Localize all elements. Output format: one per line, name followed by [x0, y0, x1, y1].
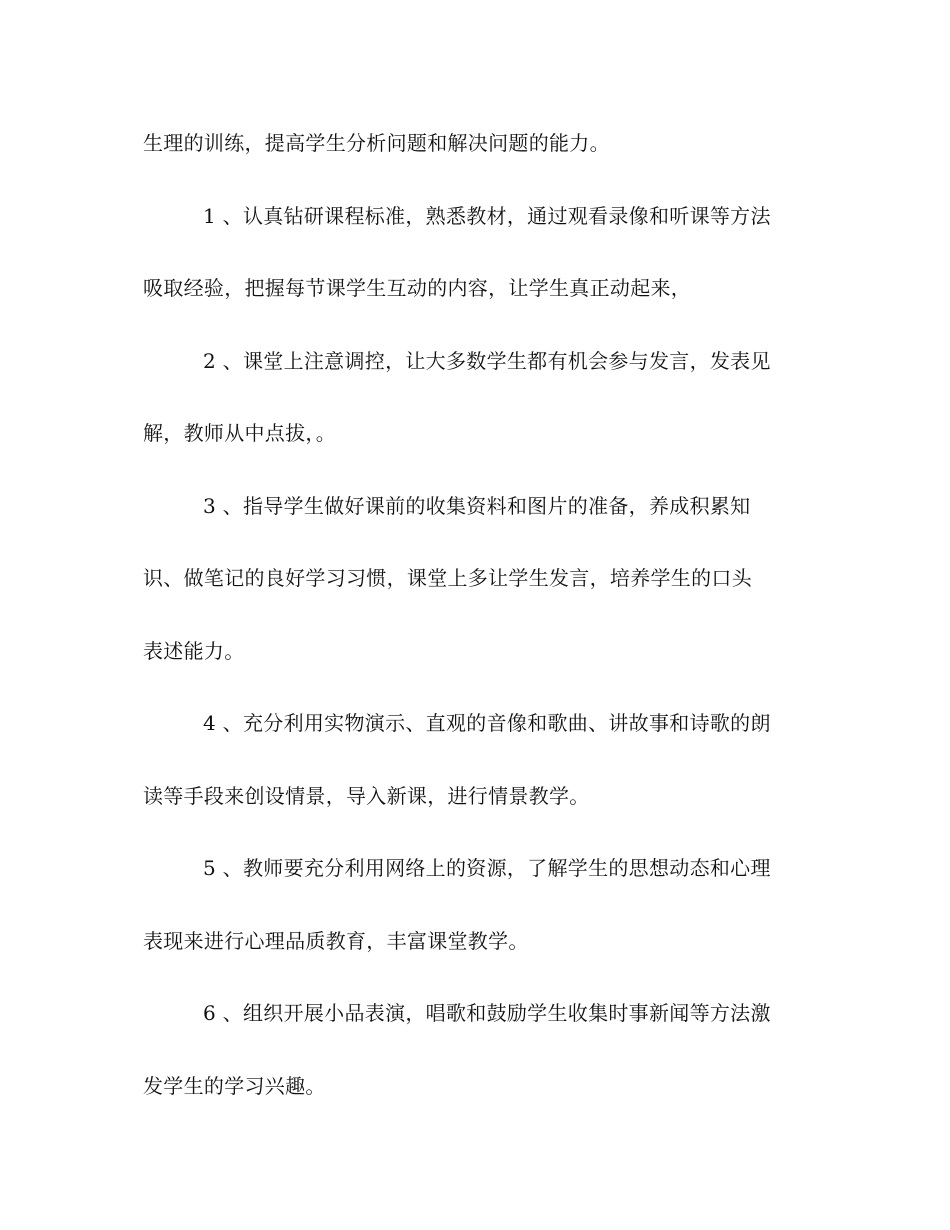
list-item-1-line-2: 吸取经验，把握每节课学生互动的内容，让学生真正动起来， — [143, 276, 692, 300]
list-item-6-line-1: 6 、组织开展小品表演，唱歌和鼓励学生收集时事新闻等方法激 — [203, 1001, 771, 1025]
list-item-6-line-2: 发学生的学习兴趣。 — [143, 1074, 326, 1098]
list-item-2-line-1: 2 、课堂上注意调控，让大多数学生都有机会参与发言，发表见 — [203, 349, 771, 373]
text-line: 生理的训练，提高学生分析问题和解决问题的能力。 — [143, 131, 610, 155]
list-item-1-line-1: 1 、认真钻研课程标准，熟悉教材，通过观看录像和听课等方法 — [203, 204, 771, 228]
list-item-3-line-1: 3 、指导学生做好课前的收集资料和图片的准备，养成积累知 — [203, 494, 751, 518]
list-item-3-line-2: 识、做笔记的良好学习习惯，课堂上多让学生发言，培养学生的口头 — [143, 566, 752, 590]
list-item-5-line-2: 表现来进行心理品质教育，丰富课堂教学。 — [143, 929, 529, 953]
list-item-3-line-3: 表述能力。 — [143, 639, 245, 663]
list-item-4-line-1: 4 、充分利用实物演示、直观的音像和歌曲、讲故事和诗歌的朗 — [203, 711, 771, 735]
list-item-4-line-2: 读等手段来创设情景，导入新课，进行情景教学。 — [143, 784, 590, 808]
list-item-5-line-1: 5 、教师要充分利用网络上的资源，了解学生的思想动态和心理 — [203, 856, 771, 880]
list-item-2-line-2: 解，教师从中点拔，。 — [143, 421, 336, 445]
